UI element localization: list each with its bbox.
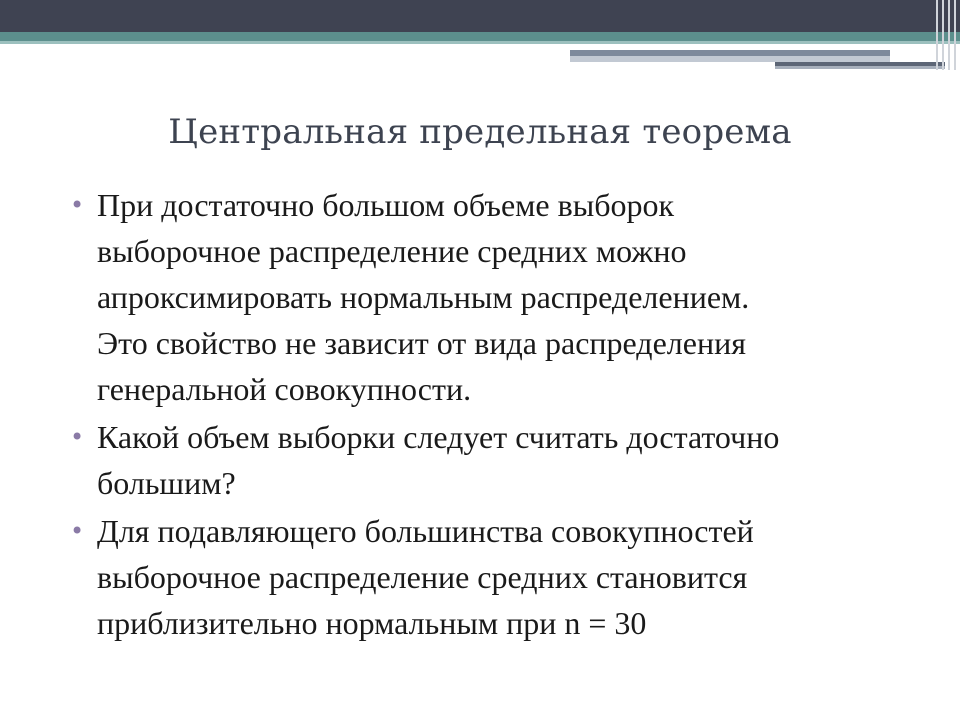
bullet-line: При достаточно большом объеме выборок [97, 187, 675, 223]
top-dark-band [0, 0, 960, 32]
bullet-marker: • [70, 423, 85, 451]
bullet-item [70, 508, 910, 646]
slide-title: Центральная предельная теорема [168, 112, 792, 152]
accent-bar [775, 66, 945, 69]
right-edge-stripes [932, 0, 960, 70]
bullet-marker: • [70, 191, 85, 219]
bullet-line: приблизительно нормальным при n = 30 [97, 605, 647, 641]
bullet-line: выборочное распределение средних можно [97, 233, 687, 269]
bullet-line: большим? [97, 465, 236, 501]
bullet-marker: • [70, 517, 85, 545]
bullet-line: генеральной совокупности. [97, 371, 472, 407]
bullet-item [70, 414, 910, 506]
bullet-item [70, 182, 910, 412]
bullet-line: выборочное распределение средних становится [97, 559, 748, 595]
bullet-line: Это свойство не зависит от вида распределения [97, 325, 746, 361]
top-teal-light-band [0, 41, 960, 44]
bullet-line: Для подавляющего большинства совокупностей [97, 513, 754, 549]
bullet-line: Какой объем выборки следует считать достаточно [97, 419, 780, 455]
top-teal-band [0, 32, 960, 41]
bullet-list [70, 182, 910, 648]
bullet-line: апроксимировать нормальным распределением. [97, 279, 750, 315]
